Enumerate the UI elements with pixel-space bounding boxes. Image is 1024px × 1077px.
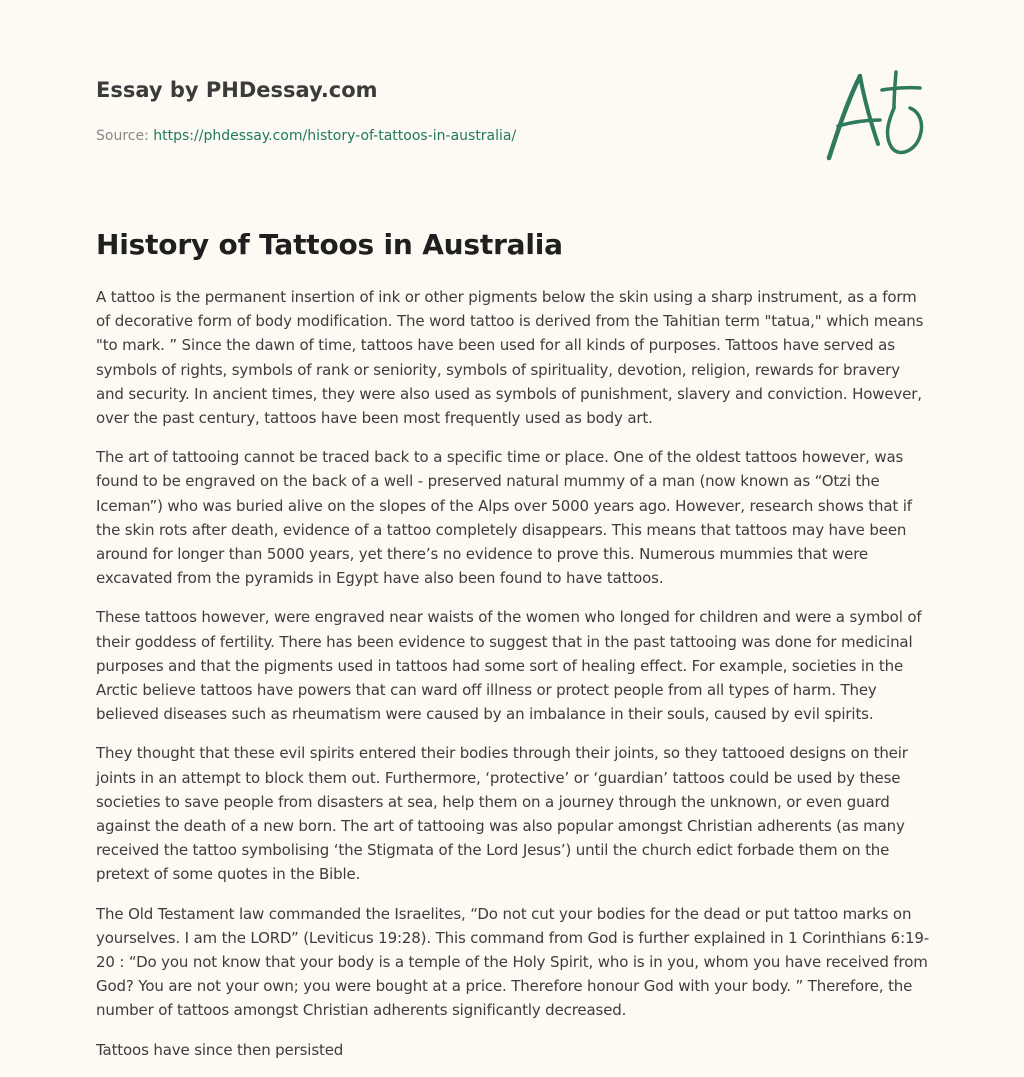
- site-brand: Essay by PHDessay.com: [96, 78, 378, 102]
- essay-paragraph: Tattoos have since then persisted: [96, 1040, 344, 1059]
- essay-paragraph: These tattoos however, were engraved near waists of the women who longed for children and were a symbol of their goddess of fertility. There has been evidence to suggest that in the past tattooing was done for medicinal purposes and that the pigments used in tattoos had some sort of healing effect. For example, societies in the Arctic believe tattoos have powers that can ward off illness or protect people from all types of harm. They believed diseases such as rheumatism were caused by an imbalance in their souls, caused by evil spirits.: [96, 608, 922, 724]
- essay-header: [96, 76, 696, 146]
- essay-paragraph: The Old Testament law commanded the Israelites, “Do not cut your bodies for the dead or put tattoo marks on yourselves. I am the LORD” (Leviticus 19:28). This command from God is further explained in 1 Corinthians 6:19-20 : “Do you not know that your body is a temple of the Holy Spirit, who is in you, whom you have received from God? You are not your own; you were bought at a price. Therefore honour God with your body. ” Therefore, the number of tattoos amongst Christian adherents significantly decreased.: [96, 904, 930, 1020]
- a-plus-grade-icon: [822, 68, 928, 164]
- source-line: [96, 126, 696, 146]
- essay-paragraph: The art of tattooing cannot be traced back to a specific time or place. One of the oldest tattoos however, was found to be engraved on the back of a well - preserved natural mummy of a man (now known as “Otzi the Iceman”) who was buried alive on the slopes of the Alps over 5000 years ago. However, research shows that if the skin rots after death, evidence of a tattoo completely disappears. This means that tattoos may have been around for longer than 5000 years, yet there’s no evidence to prove this. Numerous mummies that were excavated from the pyramids in Egypt have also been found to have tattoos.: [96, 448, 912, 588]
- essay-paragraph: They thought that these evil spirits entered their bodies through their joints, so they tattooed designs on their joints in an attempt to block them out. Furthermore, ‘protective’ or ‘guardian’ tattoos could be used by these societies to save people from disasters at sea, help them on a journey through the unknown, or even guard against the death of a new born. The art of tattooing was also popular amongst Christian adherents (as many received the tattoo symbolising ‘the Stigmata of the Lord Jesus’) until the church edict forbade them on the pretext of some quotes in the Bible.: [96, 744, 908, 884]
- essay-paragraph: A tattoo is the permanent insertion of ink or other pigments below the skin using a sharp instrument, as a form of decorative form of body modification. The word tattoo is derived from the Tahitian term "tatua," which means "to mark. ” Since the dawn of time, tattoos have been used for all kinds of purposes. Tattoos have served as symbols of rights, symbols of rank or seniority, symbols of spirituality, devotion, religion, rewards for bravery and security. In ancient times, they were also used as symbols of punishment, slavery and conviction. However, over the past century, tattoos have been most frequently used as body art.: [96, 288, 924, 428]
- essay-body: [96, 285, 932, 1077]
- essay-title: History of Tattoos in Australia: [96, 228, 563, 261]
- source-link[interactable]: https://phdessay.com/history-of-tattoos-in-australia/: [153, 128, 517, 144]
- source-label: Source:: [96, 128, 154, 144]
